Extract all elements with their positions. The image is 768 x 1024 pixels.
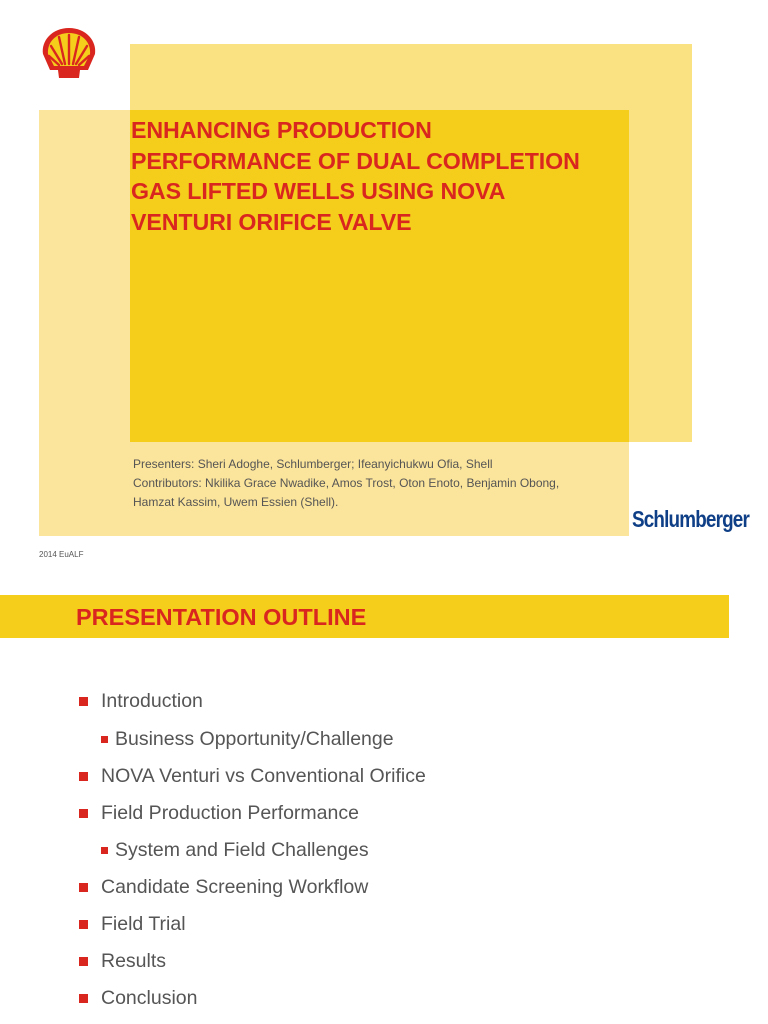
bullet-square-icon xyxy=(101,847,108,854)
outline-item: NOVA Venturi vs Conventional Orifice xyxy=(79,764,426,788)
bullet-square-icon xyxy=(79,809,88,818)
shell-logo-icon xyxy=(38,26,100,82)
bullet-square-icon xyxy=(79,883,88,892)
outline-slide xyxy=(0,575,768,1024)
bullet-square-icon xyxy=(79,920,88,929)
outline-item: Conclusion xyxy=(79,986,197,1010)
outline-item: Candidate Screening Workflow xyxy=(79,875,368,899)
schlumberger-logo: Schlumberger xyxy=(632,506,749,532)
outline-heading: PRESENTATION OUTLINE xyxy=(76,604,367,630)
outline-item: Field Production Performance xyxy=(79,801,359,825)
slide-title: ENHANCING PRODUCTION PERFORMANCE OF DUAL COMPLETION GAS LIFTED WELLS USING NOVA VENTURI ORIFICE VALVE xyxy=(131,117,580,235)
outline-subitem: Business Opportunity/Challenge xyxy=(101,727,394,751)
outline-item: Field Trial xyxy=(79,912,186,936)
bullet-square-icon xyxy=(79,994,88,1003)
outline-item: Results xyxy=(79,949,166,973)
presenters-text: Presenters: Sheri Adoghe, Schlumberger; Ifeanyichukwu Ofia, Shell Contributors: Nkilika Grace Nwadike, Amos Trost, Oton Enoto, Benjamin Obong, Hamzat Kassim, Uwem Essien (Shell). xyxy=(133,457,560,509)
bullet-square-icon xyxy=(79,697,88,706)
bullet-square-icon xyxy=(101,736,108,743)
bullet-square-icon xyxy=(79,772,88,781)
footer-year: 2014 EuALF xyxy=(39,550,84,559)
bullet-square-icon xyxy=(79,957,88,966)
outline-subitem: System and Field Challenges xyxy=(101,838,369,862)
outline-item: Introduction xyxy=(79,689,203,713)
